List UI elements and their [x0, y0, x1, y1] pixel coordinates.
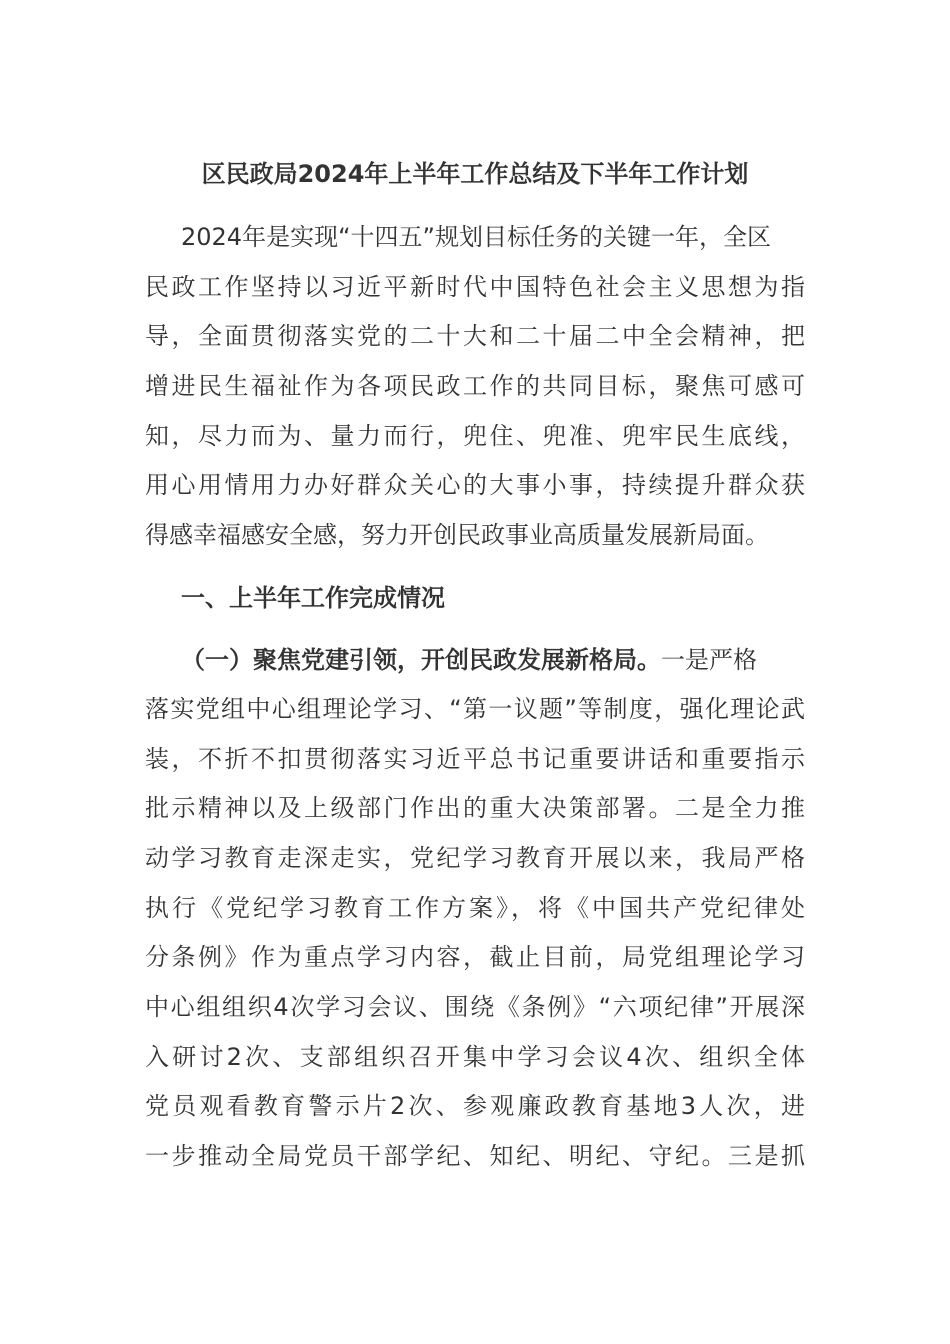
subsection-first-line — [181, 640, 757, 680]
section-heading: 一、上半年工作完成情况 — [181, 584, 445, 612]
subsection-heading: （一）聚焦党建引领，开创民政发展新格局。 — [181, 646, 661, 674]
body-line-8: 入研讨2次、支部组织召开集中学习会议4次、组织全体 — [145, 1043, 805, 1071]
intro-line-2: 民政工作坚持以习近平新时代中国特色社会主义思想为指 — [145, 273, 805, 301]
intro-line-5: 知，尽力而为、量力而行，兜住、兜准、兜牢民生底线， — [145, 422, 805, 450]
body-line-7: 中心组组织4次学习会议、围绕《条例》“六项纪律”开展深 — [145, 993, 805, 1021]
body-line-5: 执行《党纪学习教育工作方案》，将《中国共产党纪律处 — [145, 894, 805, 922]
intro-line-1: 2024年是实现“十四五”规划目标任务的关键一年，全区 — [181, 223, 771, 251]
intro-line-6: 用心用情用力办好群众关心的大事小事，持续提升群众获 — [145, 471, 805, 499]
body-line-6: 分条例》作为重点学习内容，截止目前，局党组理论学习 — [145, 943, 805, 971]
body-line-1: 落实党组中心组理论学习、“第一议题”等制度，强化理论武 — [145, 695, 805, 723]
body-line-3: 批示精神以及上级部门作出的重大决策部署。二是全力推 — [145, 794, 805, 822]
body-line-2: 装，不折不扣贯彻落实习近平总书记重要讲话和重要指示 — [145, 745, 805, 773]
body-line-4: 动学习教育走深走实，党纪学习教育开展以来，我局严格 — [145, 844, 805, 872]
intro-line-4: 增进民生福祉作为各项民政工作的共同目标，聚焦可感可 — [145, 372, 805, 400]
intro-line-7: 得感幸福感安全感，努力开创民政事业高质量发展新局面。 — [145, 521, 769, 549]
intro-line-3: 导，全面贯彻落实党的二十大和二十届二中全会精神，把 — [145, 322, 805, 350]
body-line-10: 一步推动全局党员干部学纪、知纪、明纪、守纪。三是抓 — [145, 1142, 805, 1170]
body-line-9: 党员观看教育警示片2次、参观廉政教育基地3人次，进 — [145, 1092, 805, 1120]
document-title: 区民政局2024年上半年工作总结及下半年工作计划 — [201, 160, 749, 188]
subsection-first-line-text: 一是严格 — [661, 646, 757, 674]
